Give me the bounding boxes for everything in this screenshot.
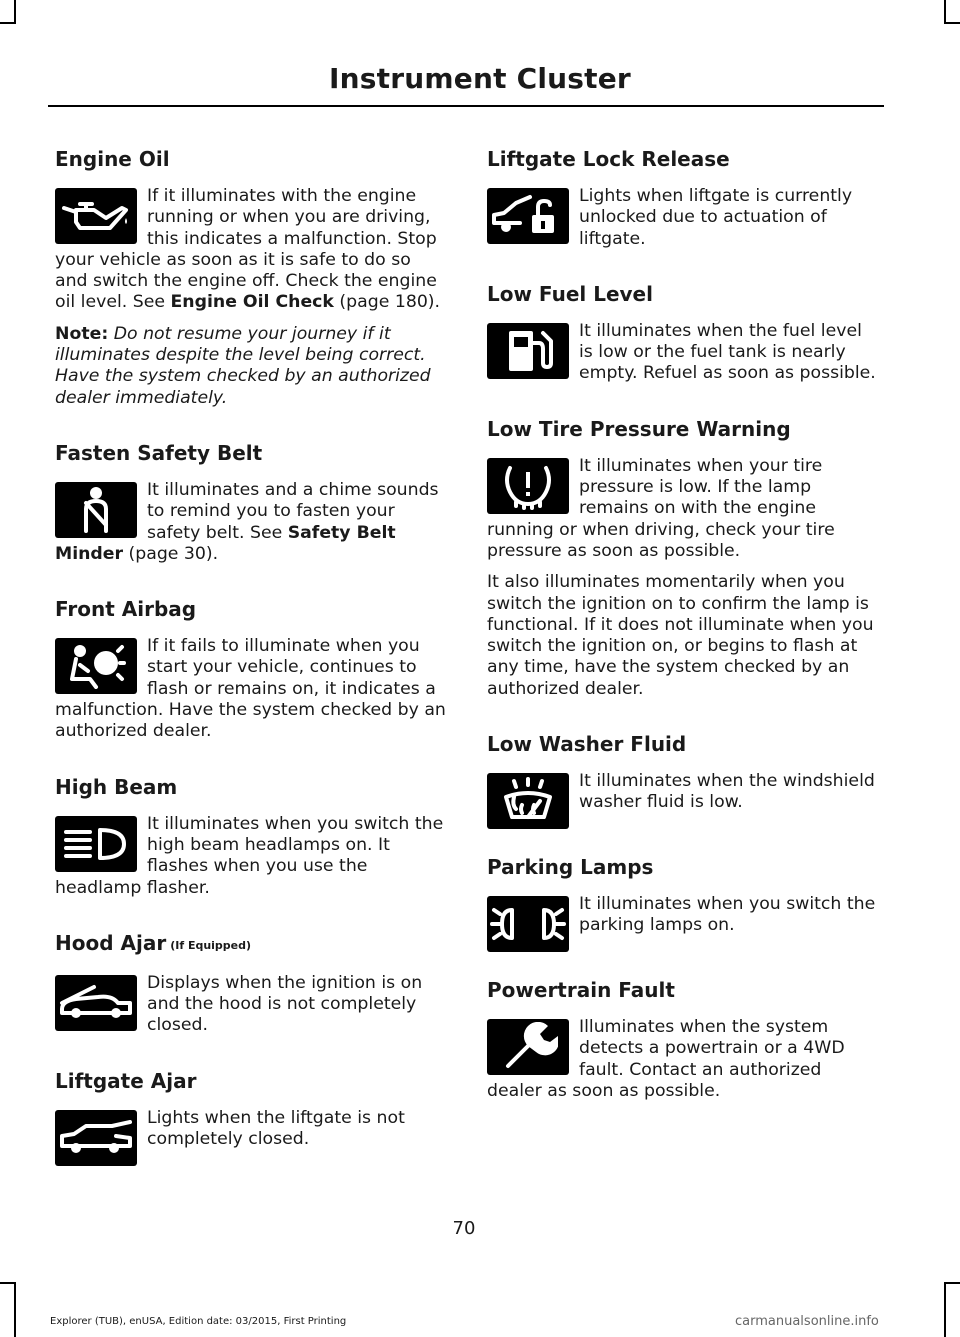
seatbelt-icon — [55, 482, 137, 538]
header-divider — [48, 105, 884, 107]
liftgate-unlock-icon — [487, 188, 569, 244]
paragraph-text: If it illuminates with the engine running or when you are driving, this indicates a malfunction. Stop your vehicle as soon as it is safe to do so and switch the engine off. Check the engine oil level. See — [55, 186, 437, 313]
note-text: Do not resume your journey if it illuminates despite the level being correct. Have the system checked by an authorized dealer immediately. — [55, 323, 431, 408]
section-heading-text: Liftgate Ajar — [55, 1068, 197, 1093]
section-heading — [55, 775, 447, 799]
crop-mark — [14, 0, 16, 22]
crop-mark — [0, 1282, 16, 1284]
section-heading-text: Low Fuel Level — [487, 281, 653, 306]
section-hood-ajar — [55, 931, 447, 1047]
body-paragraph — [487, 572, 879, 700]
page-reference: (page 30). — [123, 543, 219, 564]
crop-mark — [944, 1282, 946, 1337]
section-liftgate-lock-release — [487, 147, 879, 260]
paragraph-text: Lights when the liftgate is not completely closed. — [147, 1107, 405, 1150]
watermark: carmanualsonline.info — [735, 1314, 879, 1329]
section-heading-text: Engine Oil — [55, 147, 170, 171]
paragraph-text: It illuminates when the fuel level is low or the fuel tank is nearly empty. Refuel as soon as possible. — [579, 320, 876, 384]
section-heading-text: Hood Ajar — [55, 930, 167, 955]
crop-mark — [0, 22, 16, 24]
section-heading — [487, 147, 879, 171]
crop-mark — [944, 22, 960, 24]
oil-can-icon — [55, 188, 137, 244]
paragraph-text: Lights when liftgate is currently unlocked due to actuation of liftgate. — [579, 186, 853, 249]
cross-reference-link[interactable]: Engine Oil Check — [170, 292, 334, 313]
section-heading-text: Low Tire Pressure Warning — [487, 416, 791, 441]
crop-mark — [944, 0, 946, 22]
section-heading — [55, 597, 447, 621]
parking-lamps-icon — [487, 896, 569, 952]
section-parking-lamps — [487, 855, 879, 956]
section-heading-text: High Beam — [55, 774, 178, 799]
section-heading — [487, 978, 879, 1002]
section-liftgate-ajar — [55, 1069, 447, 1170]
section-heading-text: Liftgate Lock Release — [487, 147, 730, 171]
right-column — [487, 147, 879, 1134]
hood-ajar-icon — [55, 975, 137, 1031]
paragraph-text: If it fails to illuminate when you start your vehicle, continues to flash or remains on, it indicates a malfunction. Have the system checked by an authorized dealer. — [55, 636, 446, 742]
paragraph-text: It also illuminates momentarily when you switch the ignition on to confirm the lamp is functional. If it does not illuminate when you switch the ignition on, or begins to flash at any time, have the system checked by an authorized dealer. — [487, 572, 874, 699]
left-column — [55, 147, 447, 1192]
paragraph-text: Displays when the ignition is on and the hood is not completely closed. — [147, 972, 423, 1036]
section-heading — [55, 441, 447, 465]
paragraph-text: Illuminates when the system detects a powertrain or a 4WD fault. Contact an authorized dealer as soon as possible. — [487, 1017, 845, 1101]
paragraph-text: It illuminates when you switch the high beam headlamps on. It flashes when you use the headlamp flasher. — [55, 813, 444, 898]
wrench-icon — [487, 1019, 569, 1075]
section-low-washer-fluid — [487, 732, 879, 833]
page-reference: (page 180). — [333, 292, 441, 313]
section-high-beam — [55, 775, 447, 909]
section-low-tire-pressure-warning — [487, 417, 879, 710]
paragraph-text: It illuminates when you switch the parking lamps on. — [579, 894, 876, 936]
section-heading — [55, 931, 447, 958]
section-heading — [487, 282, 879, 306]
section-engine-oil — [55, 147, 447, 419]
section-heading — [55, 147, 447, 171]
note-paragraph — [55, 324, 447, 409]
section-heading-text: Front Airbag — [55, 597, 197, 622]
section-heading-text: Powertrain Fault — [487, 978, 675, 1003]
page-title: Instrument Cluster — [329, 62, 631, 95]
section-heading — [487, 855, 879, 879]
fuel-pump-icon — [487, 323, 569, 379]
section-low-fuel-level — [487, 282, 879, 395]
section-heading-text: Parking Lamps — [487, 855, 654, 880]
section-heading-text: Low Washer Fluid — [487, 732, 687, 757]
section-heading-qualifier: (If Equipped) — [170, 938, 252, 952]
section-fasten-safety-belt — [55, 441, 447, 575]
washer-fluid-icon — [487, 773, 569, 829]
tire-pressure-icon — [487, 458, 569, 514]
section-powertrain-fault — [487, 978, 879, 1112]
section-heading — [55, 1069, 447, 1093]
high-beam-icon — [55, 816, 137, 872]
paragraph-text: It illuminates and a chime sounds to remind you to fasten your safety belt. See — [147, 479, 439, 543]
section-heading-text: Fasten Safety Belt — [55, 440, 263, 465]
section-heading — [487, 732, 879, 756]
crop-mark — [14, 1282, 16, 1337]
edition-footer: Explorer (TUB), enUSA, Edition date: 03/2015, First Printing — [50, 1316, 347, 1327]
paragraph-text: It illuminates when the windshield washer fluid is low. — [579, 771, 875, 813]
airbag-icon — [55, 638, 137, 694]
paragraph-text: It illuminates when your tire pressure is low. If the lamp remains on with the engine running or when driving, check your tire pressure as soon as possible. — [487, 455, 835, 561]
page-number: 70 — [452, 1218, 476, 1239]
liftgate-ajar-icon — [55, 1110, 137, 1166]
section-front-airbag — [55, 597, 447, 752]
crop-mark — [944, 1282, 960, 1284]
note-label: Note: — [55, 323, 109, 344]
cross-reference-link[interactable]: Safety Belt Minder — [55, 522, 396, 564]
section-heading — [487, 417, 879, 441]
